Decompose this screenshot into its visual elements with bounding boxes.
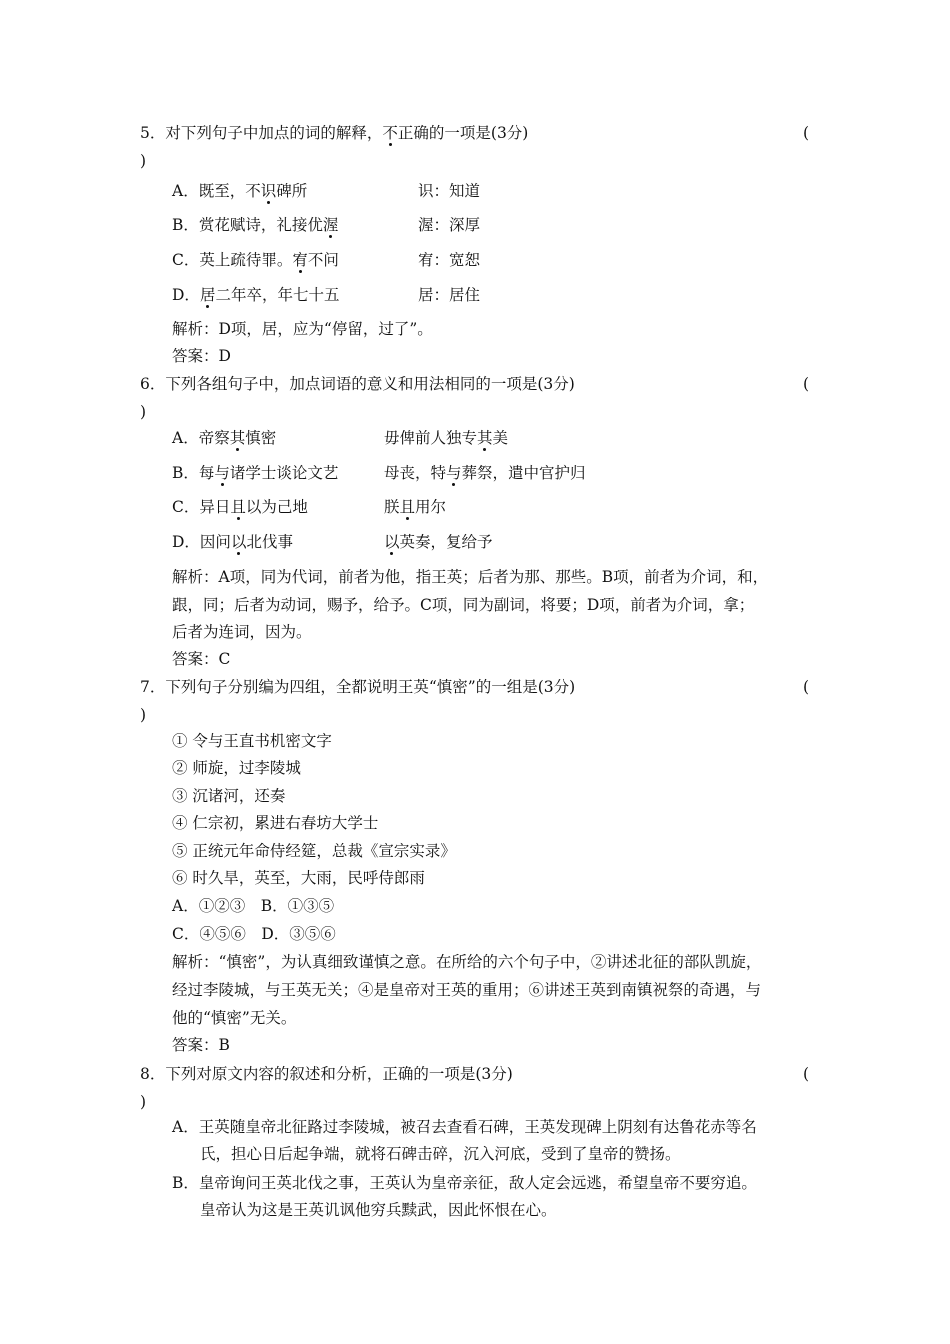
option-text: 美: [492, 429, 509, 447]
q5-option-a-gloss: 识：知道: [418, 182, 481, 200]
answer-paren-open: (: [803, 678, 810, 696]
q7-analysis-line: 经过李陵城，与王英无关；④是皇帝对王英的重用；⑥讲述王英到南镇祝祭的奇遇，与: [172, 981, 762, 999]
option-text: 碑所: [276, 182, 308, 200]
q7-answer: 答案：B: [172, 1036, 230, 1054]
option-text: D．因问: [172, 533, 231, 551]
answer-paren-close: ): [140, 706, 147, 724]
q6-analysis-line: 解析：A项，同为代词，前者为他，指王英；后者为那、那些。B项，前者为介词，和，: [172, 568, 769, 586]
answer-paren-open: (: [803, 1065, 810, 1083]
q6-analysis-line: 后者为连词，因为。: [172, 623, 312, 641]
emphasis-dot-char: 其: [477, 429, 493, 447]
option-text: B．每: [172, 464, 215, 482]
option-text: 英奏，复给予: [399, 533, 493, 551]
q5-option-a: [172, 180, 307, 202]
emphasis-dot-char: 与: [446, 464, 462, 482]
answer-paren-close: ): [140, 403, 147, 421]
q7-item: ④ 仁宗初，累进右春坊大学士: [172, 814, 379, 832]
emphasis-dot-char: 宥: [292, 251, 308, 269]
option-text: B．赏花赋诗，礼接优: [172, 216, 323, 234]
option-text: 葬祭，遣中官护归: [461, 464, 586, 482]
emphasis-dot-char: 识: [260, 182, 277, 200]
q6-analysis-line: 跟，同；后者为动词，赐予，给予。C项，同为副词，将要；D项，前者为介词，拿；: [172, 596, 755, 614]
q7-item: ③ 沉诸河，还奏: [172, 787, 286, 805]
option-text: 北伐事: [246, 533, 293, 551]
emphasis-dot-char: 且: [399, 498, 416, 516]
option-text: 诸学士谈论文艺: [229, 464, 339, 482]
option-text: 用尔: [415, 498, 447, 516]
option-text: 二年卒，年七十五: [215, 286, 340, 304]
answer-paren-close: ): [140, 152, 147, 170]
q5-stem-part: 正确的一项是(3分): [397, 124, 529, 142]
q7-choices: C．④⑤⑥ D．③⑤⑥: [172, 925, 336, 943]
q7-item: ② 师旋，过李陵城: [172, 759, 301, 777]
emphasis-dot-char: 不: [382, 124, 398, 142]
emphasis-dot-char: 渥: [322, 216, 339, 234]
q7-choices: A．①②③ B．①③⑤: [172, 897, 335, 915]
q8-option-b-line: 皇帝认为这是王英讥讽他穷兵黩武，因此怀恨在心。: [200, 1201, 557, 1219]
option-text: 慎密: [245, 429, 277, 447]
q5-option-c-gloss: 宥：宽恕: [418, 251, 481, 269]
q5-stem-part: 5．对下列句子中加点的词的解释，: [140, 124, 383, 142]
q6-option-c: [172, 496, 308, 518]
q8-stem: 8．下列对原文内容的叙述和分析，正确的一项是(3分): [140, 1065, 513, 1083]
q6-option-c-right: [384, 496, 446, 518]
answer-paren-open: (: [803, 124, 810, 142]
q6-option-a: [172, 427, 276, 449]
emphasis-dot-char: 以: [384, 533, 400, 551]
q5-option-d-gloss: 居：居住: [418, 286, 481, 304]
option-text: 朕: [384, 498, 400, 516]
option-text: 毋俾前人独专: [384, 429, 478, 447]
q6-option-d: [172, 531, 293, 553]
q6-option-d-right: [384, 531, 493, 553]
q7-analysis-line: 解析：“慎密”，为认真细致谨慎之意。在所给的六个句子中，②讲述北征的部队凯旋，: [172, 953, 762, 971]
q7-item: ⑥ 时久旱，英至，大雨，民呼侍郎雨: [172, 869, 425, 887]
q5-option-c: [172, 249, 339, 271]
q7-item: ⑤ 正统元年命侍经筵，总裁《宣宗实录》: [172, 842, 456, 860]
option-text: C．英上疏待罪。: [172, 251, 293, 269]
q6-stem: 6．下列各组句子中，加点词语的意义和用法相同的一项是(3分): [140, 375, 575, 393]
q5-option-b: [172, 214, 338, 236]
q8-option-a-line: 氏，担心日后起争端，就将石碑击碎，沉入河底，受到了皇帝的赞扬。: [200, 1145, 681, 1163]
emphasis-dot-char: 与: [214, 464, 230, 482]
q6-answer: 答案：C: [172, 650, 231, 668]
q5-answer: 答案：D: [172, 347, 231, 365]
q8-option-b-line: B．皇帝询问王英北伐之事，王英认为皇帝亲征，敌人定会远逃，希望皇帝不要穷追。: [172, 1174, 757, 1192]
option-text: A．既至，不: [172, 182, 261, 200]
emphasis-dot-char: 以: [230, 533, 247, 551]
option-text: 以为己地: [245, 498, 308, 516]
q7-item: ① 令与王直书机密文字: [172, 732, 332, 750]
option-text: 母丧，特: [384, 464, 447, 482]
q5-analysis: 解析：D项，居，应为“停留，过了”。: [172, 320, 433, 338]
option-text: 不问: [307, 251, 339, 269]
q5-option-d: [172, 284, 339, 306]
q5-stem: [140, 122, 528, 144]
q5-option-b-gloss: 渥：深厚: [418, 216, 481, 234]
q6-option-b: [172, 462, 338, 484]
q7-analysis-line: 他的“慎密”无关。: [172, 1009, 297, 1027]
option-text: D．: [172, 286, 200, 304]
answer-paren-open: (: [803, 375, 810, 393]
q6-option-a-right: [384, 427, 508, 449]
emphasis-dot-char: 其: [229, 429, 246, 447]
emphasis-dot-char: 且: [230, 498, 246, 516]
q7-stem: 7．下列句子分别编为四组，全都说明王英“慎密”的一组是(3分): [140, 678, 576, 696]
q8-option-a-line: A．王英随皇帝北征路过李陵城，被召去查看石碑，王英发现碑上阴刻有达鲁花赤等名: [172, 1118, 757, 1136]
answer-paren-close: ): [140, 1093, 147, 1111]
emphasis-dot-char: 居: [199, 286, 216, 304]
option-text: C．异日: [172, 498, 231, 516]
option-text: A．帝察: [172, 429, 230, 447]
q6-option-b-right: [384, 462, 586, 484]
